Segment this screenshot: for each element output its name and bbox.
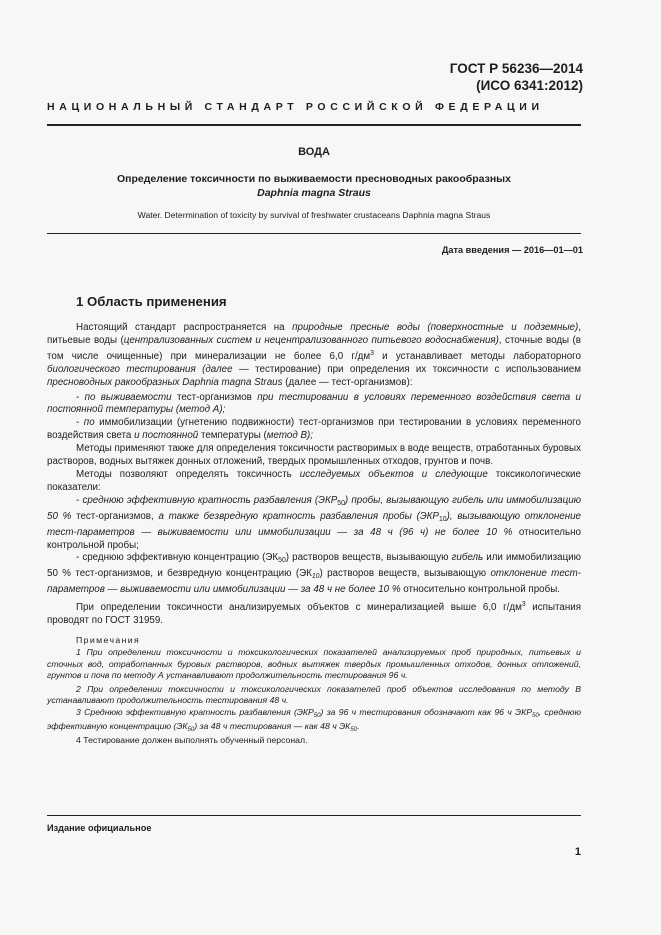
english-title: Water. Determination of toxicity by survival of freshwater crustaceans Daphnia magna Straus bbox=[137, 210, 491, 220]
note-2: 2 При определении токсичности и токсикологических показателей проб объектов исследования по методу В устанавливают продолжительность тестирования 48 ч. bbox=[47, 684, 581, 706]
section-heading: 1 Область применения bbox=[76, 294, 227, 309]
page-number: 1 bbox=[574, 846, 581, 858]
subtitle-line-1: Определение токсичности по выживаемости пресноводных ракообразных bbox=[116, 173, 511, 185]
paragraph-method-a: - по выживаемости тест-организмов при тестировании в условиях переменного воздействия света и постоянной температуры (метод А); bbox=[47, 391, 581, 416]
document-subtitle bbox=[47, 173, 581, 200]
national-standard-banner: НАЦИОНАЛЬНЫЙ СТАНДАРТ РОССИЙСКОЙ ФЕДЕРАЦИИ bbox=[47, 101, 544, 113]
note-1: 1 При определении токсичности и токсикологических показателей анализируемых проб природных, питьевых и сточных вод, отработанных буровых растворов, водных вытяжек твердых промышленных отходов, донных отложений, грунтов и почв по методу А устанавливают продолжительность тестирования 96 ч. bbox=[47, 647, 581, 680]
paragraph-ekr: - среднюю эффективную кратность разбавления $(ЭКР_{50})$ пробы, вызывающую гибель или иммобилизацию 50 % тест-организмов, а также безвредную кратность разбавления пробы $(ЭКР_{10})$, вызывающую отклонение тест-параметров — выживаемости или иммобилизации — за 48 ч (96 ч) не более 10 % относительно контрольной пробы; bbox=[47, 494, 582, 551]
paragraph-indicators: Методы позволяют определять токсичность исследуемых объектов и следующие токсикологические показатели: bbox=[47, 468, 581, 493]
document-title: ВОДА bbox=[298, 146, 330, 158]
iso-number: (ИСО 6341:2012) bbox=[476, 78, 583, 93]
note-3: 3 Среднюю эффективную кратность разбавления $(ЭКР_{50})$ за 96 ч тестирования обозначают как 96 ч $ЭКР_{50}$, среднюю эффективную концентрацию $(ЭК_{50})$ за 48 ч тестирования — как 48 ч $ЭК_{50}$. bbox=[47, 706, 581, 734]
official-edition-label: Издание официальное bbox=[47, 823, 152, 833]
header-rule bbox=[47, 124, 581, 126]
notes-block bbox=[47, 635, 581, 747]
paragraph-mineralization: При определении токсичности анализируемых объектов с минерализацией выше 6,0 $г/дм^3$ испытания проводят по ГОСТ 31959. bbox=[47, 601, 582, 627]
standard-number: ГОСТ Р 56236—2014 bbox=[449, 61, 583, 76]
footer-rule bbox=[47, 815, 581, 816]
paragraph-ek: - среднюю эффективную концентрацию $(ЭК_{50})$ растворов веществ, вызывающую гибель или иммобилизацию 50 % тест-организмов, и безвредную концентрацию $(ЭК_{10})$ растворов веществ, вызывающую отклонение тест-параметров — выживаемости или иммобилизации — за 48 ч не более 10 % относительно контрольной пробы. bbox=[47, 552, 581, 596]
note-4: 4 Тестирование должен выполнять обученный персонал. bbox=[76, 735, 308, 746]
paragraph-method-b: - по иммобилизации (угнетению подвижности) тест-организмов при тестировании в условиях переменного воздействия света и постоянной температуры (метод В); bbox=[47, 417, 581, 442]
body-text bbox=[47, 322, 581, 747]
subtitle-line-2: Daphnia magna Straus bbox=[257, 186, 371, 199]
paragraph-scope: Настоящий стандарт распространяется на природные пресные воды (поверхностные и подземные), питьевые воды (централизованных систем и нецентрализованного питьевого водоснабжения), сточные воды (в том числе очищенные) при минерализации не более 6,0 $г/дм^3$ и устанавливает методы лабораторного биологического тестирования (далее — тестирование) при определения их токсичности с использованием пресноводных ракообразных Daphnia magna Straus (далее — тест-организмов): bbox=[47, 322, 581, 388]
notes-heading: Примечания bbox=[76, 634, 141, 645]
title-rule bbox=[47, 233, 581, 234]
standard-number-block bbox=[450, 60, 583, 94]
paragraph-applications: Методы применяют также для определения токсичности растворимых в воде веществ, отработанных буровых растворов, водных вытяжек донных отложений, твердых промышленных отходов, грунтов и почв. bbox=[47, 443, 581, 468]
introduction-date: Дата введения — 2016—01—01 bbox=[441, 245, 583, 255]
